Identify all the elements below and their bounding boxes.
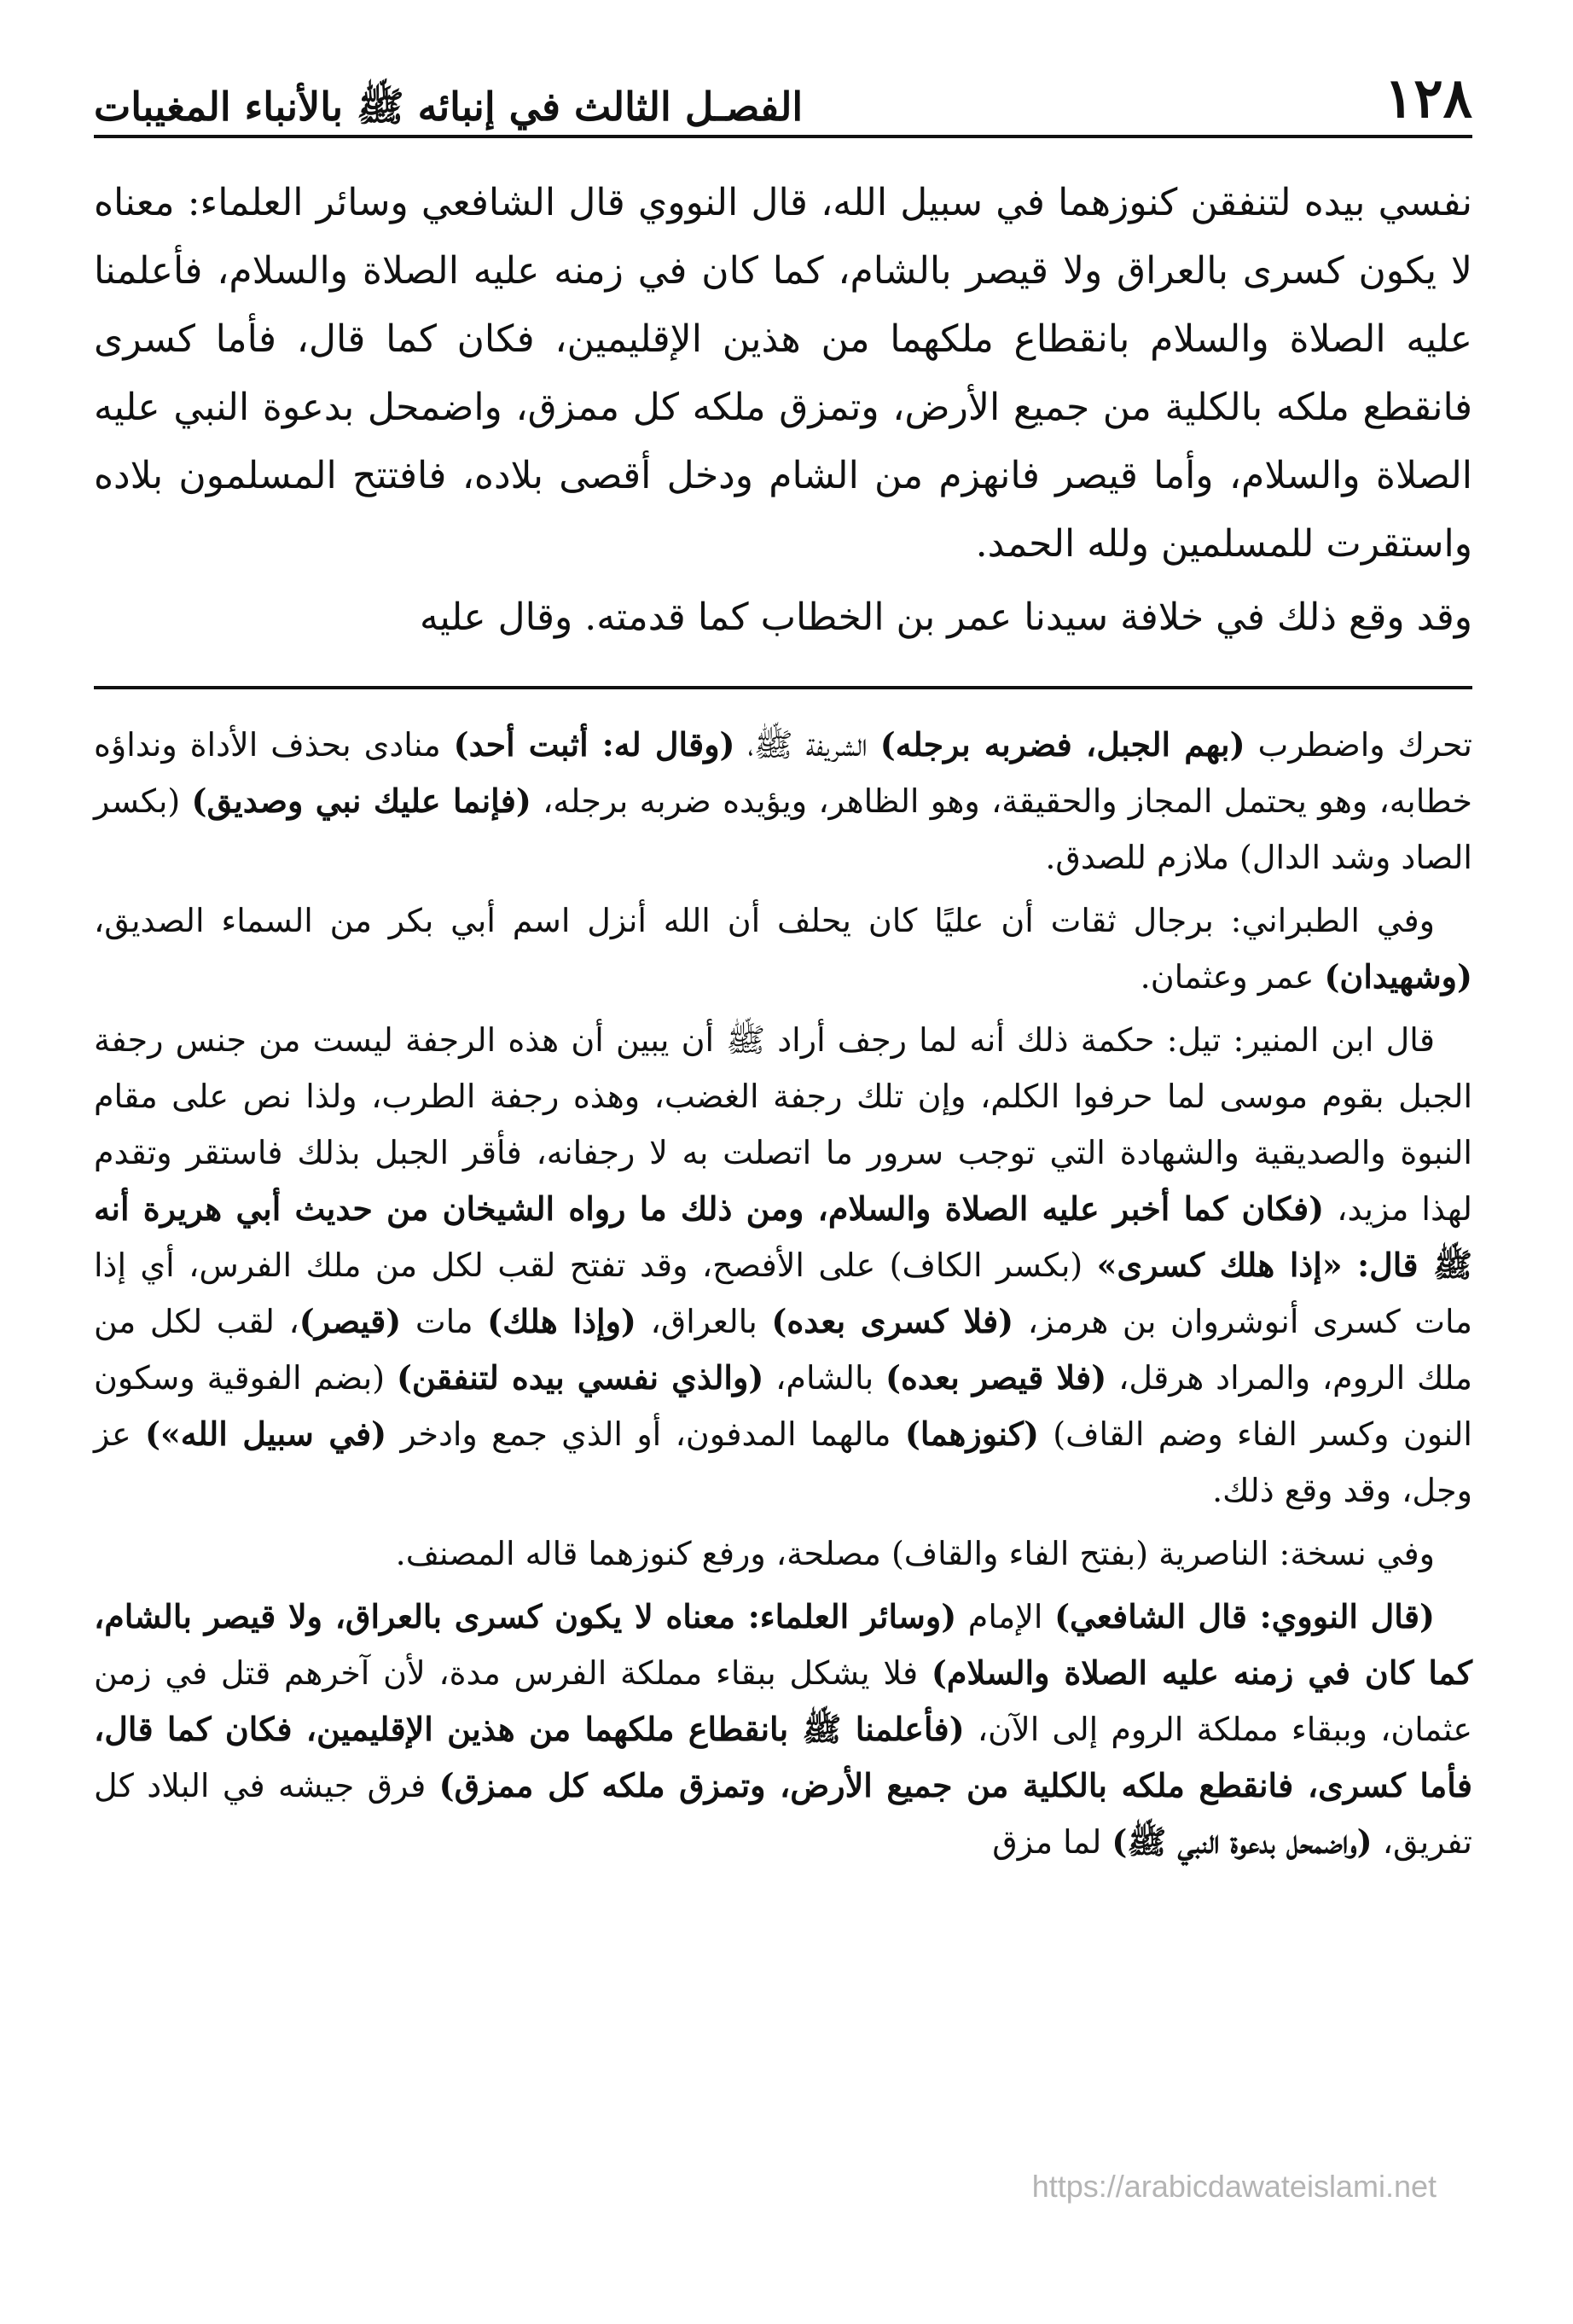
note-text: وفي الطبراني: برجال ثقات أن عليًا كان يحلف أن الله أنزل اسم أبي بكر من السماء الصديق، xyxy=(94,902,1435,939)
page-header xyxy=(94,0,1472,138)
note-quoted-text: (بهم الجبل، فضربه برجله) xyxy=(879,725,1245,764)
note-text: ، لقب لكل من ملك الروم، والمراد هرقل، xyxy=(94,1303,1472,1397)
page-number: ١٢٨ xyxy=(1384,67,1472,131)
main-paragraph: وقد وقع ذلك في خلافة سيدنا عمر بن الخطاب كما قدمته. وقال عليه xyxy=(419,596,1472,639)
note-quoted-text: (والذي نفسي بيده لتنفقن) xyxy=(396,1358,764,1397)
note-text: الإمام xyxy=(956,1598,1055,1636)
main-text xyxy=(94,169,1472,652)
note-paragraph xyxy=(94,1589,1472,1870)
note-quoted-text: (وإذا هلك) xyxy=(487,1302,636,1340)
footnote-separator xyxy=(94,686,1472,689)
note-text: تحرك واضطرب xyxy=(1245,726,1472,764)
note-quoted-text: (وشهيدان) xyxy=(1324,957,1472,996)
note-text: مات xyxy=(401,1303,488,1340)
running-title: الفصـل الثالث في إنبائه ﷺ بالأنباء المغيبات xyxy=(94,84,804,130)
note-text: بالشام، xyxy=(763,1359,886,1397)
note-paragraph xyxy=(94,717,1472,886)
note-quoted-text: (وقال له: أثبت أحد) xyxy=(453,725,735,764)
note-text: بالعراق، xyxy=(636,1303,772,1340)
note-quoted-text: (قيصر) xyxy=(299,1302,402,1340)
note-text: مالهما المدفون، أو الذي جمع وادخر xyxy=(386,1415,905,1453)
note-quoted-text: (فأعلمنا ﷺ بانقطاع ملكهما من هذين الإقليمين، فكان كما قال، فأما كسرى، فانقطع ملكه بالكلية من جميع الأرض، وتمزق ملكه كل ممزق) xyxy=(94,1710,1472,1804)
note-text: وفي نسخة: الناصرية (بفتح الفاء والقاف) مصلحة، ورفع كنوزهما قاله المصنف. xyxy=(395,1535,1435,1572)
note-text: فلا يشكل ببقاء مملكة الفرس مدة، لأن آخرهم قتل في زمن عثمان، وببقاء مملكة الروم إلى الآن، xyxy=(94,1654,1472,1748)
main-paragraph: نفسي بيده لتنفقن كنوزهما في سبيل الله، قال النووي قال الشافعي وسائر العلماء: معناه لا يكون كسرى بالعراق ولا قيصر بالشام، كما كان في زمنه عليه الصلاة والسلام، فأعلمنا عليه الصلاة والسلام بانقطاع ملكهما من هذين الإقليمين، فكان كما قال، فأما كسرى فانقطع ملكه بالكلية من جميع الأرض، وتمزق ملكه كل ممزق، واضمحل بدعوة النبي عليه الصلاة والسلام، وأما قيصر فانهزم من الشام ودخل أقصى بلاده، فافتتح المسلمون بلاده واستقرت للمسلمين ولله الحمد. xyxy=(94,181,1472,566)
note-text: عز وجل، وقد وقع ذلك. xyxy=(94,1415,1472,1509)
note-text: فرق جيشه في البلاد كل تفريق، xyxy=(94,1767,1472,1861)
note-paragraph xyxy=(94,892,1472,1005)
note-text: منادى بحذف الأداة ونداؤه خطابه، وهو يحتمل المجاز والحقيقة، وهو الظاهر، ويؤيده ضربه برجله، xyxy=(94,726,1472,820)
note-quoted-text: (واضمحل بدعوة النبي ﷺ) xyxy=(1112,1822,1373,1861)
watermark-url: https://arabicdawateislami.net xyxy=(1031,2169,1437,2204)
note-paragraph xyxy=(94,1525,1472,1582)
note-quoted-text: (فلا كسرى بعده) xyxy=(771,1302,1014,1340)
note-quoted-text: (وسائر العلماء: معناه لا يكون كسرى بالعراق، ولا قيصر بالشام، كما كان في زمنه عليه الصلاة والسلام) xyxy=(94,1597,1472,1692)
note-text: عمر وعثمان. xyxy=(1140,958,1325,996)
note-quoted-text: (فكان كما أخبر عليه الصلاة والسلام، ومن ذلك ما رواه الشيخان من حديث أبي هريرة أنه ﷺ قال: «إذا هلك كسرى» xyxy=(94,1189,1472,1284)
note-text: (بكسر الكاف) على الأفصح، وقد تفتح لقب لكل من ملك الفرس، أي إذا مات كسرى أنوشروان بن هرمز، xyxy=(94,1246,1472,1340)
note-text: (بكسر الصاد وشد الدال) ملازم للصدق. xyxy=(94,782,1472,876)
note-text: (بضم الفوقية وسكون النون وكسر الفاء وضم القاف) xyxy=(94,1359,1472,1453)
note-quoted-text: (كنوزهما) xyxy=(904,1415,1039,1453)
note-quoted-text: (فلا قيصر بعده) xyxy=(885,1358,1107,1397)
note-quoted-text: (قال النووي: قال الشافعي) xyxy=(1054,1597,1436,1636)
footnotes xyxy=(94,717,1472,1870)
note-text: لما مزق xyxy=(992,1823,1112,1861)
note-text: قال ابن المنير: تيل: حكمة ذلك أنه لما رجف أراد ﷺ أن يبين أن هذه الرجفة ليست من جنس رجفة الجبل بقوم موسى لما حرفوا الكلم، وإن تلك رجفة الغضب، وهذه رجفة الطرب، ولذا نص على مقام النبوة والصديقية والشهادة التي توجب سرور ما اتصلت به لا رجفانه، فأقر الجبل بذلك فاستقر وتقدم لهذا مزيد، xyxy=(94,1021,1472,1228)
note-paragraph xyxy=(94,1012,1472,1519)
note-quoted-text: (فإنما عليك نبي وصديق) xyxy=(191,781,531,820)
note-text: الشريفة ﷺ، xyxy=(734,726,880,764)
note-quoted-text: (في سبيل الله») xyxy=(144,1415,387,1453)
